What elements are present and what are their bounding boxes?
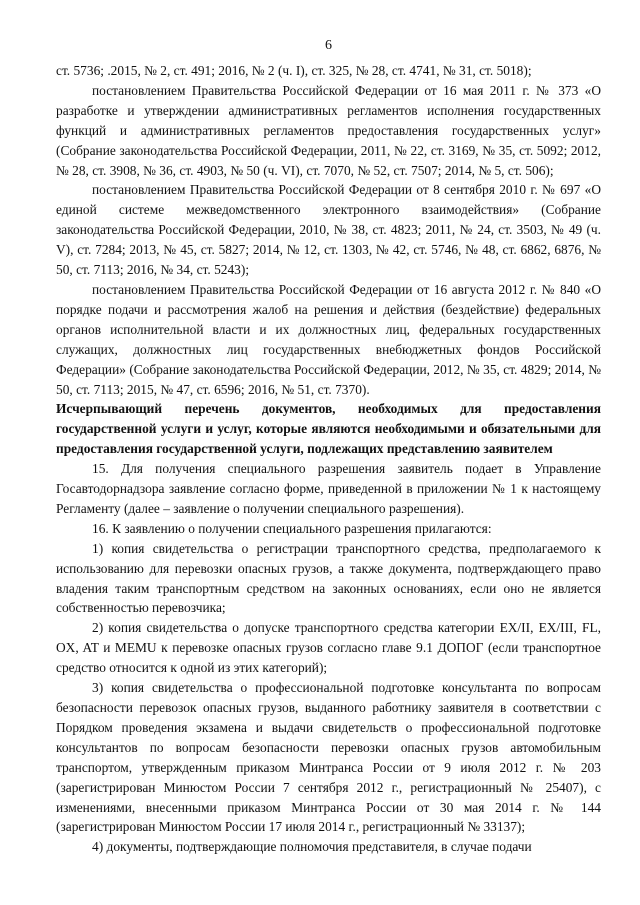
paragraph-item-16: 16. К заявлению о получении специального разрешения прилагаются: (92, 520, 492, 536)
list-item-2: 2) копия свидетельства о допуске транспортного средства категории EX/II, EX/III, FL, OX, AT и MEMU к перевозке опасных грузов согласно главе 9.1 ДОПОГ (если транспортное средство относится к одной из этих категорий); (56, 620, 601, 676)
document-page (56, 36, 601, 857)
paragraph-decree-840: постановлением Правительства Российской Федерации от 16 августа 2012 г. № 840 «О порядке подачи и рассмотрения жалоб на решения и действия (бездействие) федеральных органов исполнительной власти и их должностных лиц, федеральных государственных служащих, должностных лиц государственных внебюджетных фондов Российской Федерации» (Собрание законодательства Российской Федерации, 2012, № 35, ст. 4829; 2014, № 50, ст. 7113; 2015, № 47, ст. 6596; 2016, № 51, ст. 7370). (56, 281, 601, 397)
list-item-3: 3) копия свидетельства о профессиональной подготовке консультанта по вопросам безопасности перевозок опасных грузов, выданного работнику заявителя в соответствии с Порядком проведения экзамена и выдачи свидетельств о профессиональной подготовке консультантов по вопросам безопасности перевозки опасных грузов автомобильным транспортом, утвержденным приказом Минтранса России от 9 июля 2012 г. № 203 (зарегистрирован Минюстом России 7 сентября 2012 г., регистрационный № 25407), с изменениями, внесенными приказом Минтранса России от 30 мая 2014 г. № 144 (зарегистрирован Минюстом России 17 июля 2014 г., регистрационный № 33137); (56, 680, 601, 835)
paragraph-decree-373: постановлением Правительства Российской Федерации от 16 мая 2011 г. № 373 «О разработке и утверждении административных регламентов исполнения государственных функций и административных регламентов предоставления государственных услуг» (Собрание законодательства Российской Федерации, 2011, № 22, ст. 3169, № 35, ст. 5092; 2012, № 28, ст. 3908, № 36, ст. 4903, № 50 (ч. VI), ст. 7070, № 52, ст. 7507; 2014, № 5, ст. 506); (56, 82, 601, 178)
document-body (56, 61, 601, 857)
list-item-4: 4) документы, подтверждающие полномочия представителя, в случае подачи (92, 839, 532, 855)
paragraph-decree-697: постановлением Правительства Российской Федерации от 8 сентября 2010 г. № 697 «О единой системе межведомственного электронного взаимодействия» (Собрание законодательства Российской Федерации, 2010, № 38, ст. 4823; 2011, № 24, ст. 3503, № 49 (ч. V), ст. 7284; 2013, № 45, ст. 5827; 2014, № 12, ст. 1303, № 42, ст. 5746, № 48, ст. 6862, 6876, № 50, ст. 7113; 2016, № 34, ст. 5243); (56, 182, 601, 278)
paragraph-continuation: ст. 5736; .2015, № 2, ст. 491; 2016, № 2 (ч. I), ст. 325, № 28, ст. 4741, № 31, ст. 5018); (56, 63, 532, 78)
page-number: 6 (325, 38, 332, 53)
section-heading: Исчерпывающий перечень документов, необходимых для предоставления государственной услуги и услуг, которые являются необходимыми и обязательными для предоставления государственной услуги, подлежащих представлению заявителем (56, 401, 601, 457)
list-item-1: 1) копия свидетельства о регистрации транспортного средства, предполагаемого к использованию для перевозки опасных грузов, а также документа, подтверждающего право владения таким транспортным средством на законных основаниях, если оно не является собственностью перевозчика; (56, 540, 601, 616)
paragraph-item-15: 15. Для получения специального разрешения заявитель подает в Управление Госавтодорнадзора заявление согласно форме, приведенной в приложении № 1 к настоящему Регламенту (далее – заявление о получении специального разрешения). (56, 461, 601, 516)
